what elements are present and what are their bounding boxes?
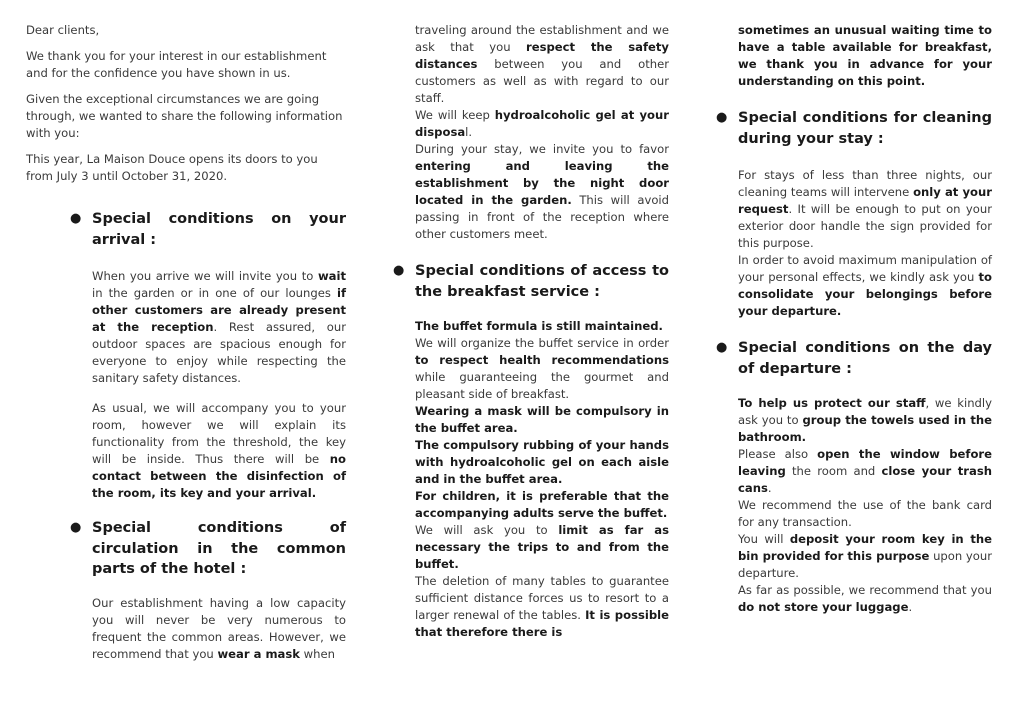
gel-paragraph: We will keep hydroalcoholic gel at your disposal.	[415, 108, 669, 139]
room-key-paragraph: You will deposit your room key in the bin provided for this purpose upon your departure.	[738, 532, 993, 580]
departure-section	[716, 338, 993, 616]
mask-paragraph: Wearing a mask will be compulsory in the buffet area.	[415, 404, 669, 435]
cleaning-paragraph-1: For stays of less than three nights, our cleaning teams will intervene only at your request. It will be enough to put on your exterior door handle the sign provided for this purpose.	[738, 168, 992, 250]
circulation-paragraph: Our establishment having a low capacity you will never be very numerous to frequent the common areas. However, we recommend that you wear a mask when	[92, 595, 346, 661]
towels-paragraph: To help us protect our staff, we kindly ask you to group the towels used in the bathroom.	[738, 396, 992, 444]
tables-paragraph: The deletion of many tables to guarantee sufficient distance forces us to resort to a larger renewal of the tables. It is possible that therefore there is	[415, 574, 669, 639]
circulation-section	[70, 518, 346, 663]
trips-paragraph: We will ask you to limit as far as necessary the trips to and from the buffet.	[415, 523, 670, 571]
arrival-heading: ● Special conditions on your arrival :	[70, 211, 346, 248]
intro-section	[26, 22, 346, 185]
organize-paragraph: We will organize the buffet service in order to respect health recommendations while guaranteeing the gourmet and pleasant side of breakfast.	[415, 336, 669, 401]
window-paragraph: Please also open the window before leaving the room and close your trash cans.	[738, 447, 992, 495]
luggage-paragraph: As far as possible, we recommend that you do not store your luggage.	[738, 583, 992, 614]
children-paragraph: For children, it is preferable that the accompanying adults serve the buffet.	[415, 489, 669, 520]
cleaning-paragraph-2: In order to avoid maximum manipulation of your personal effects, we kindly ask you to consolidate your belongings before your departure.	[738, 253, 992, 318]
bullet-icon: ●	[393, 263, 405, 278]
buffet-maintained: The buffet formula is still maintained.	[415, 319, 663, 333]
departure-heading: ● Special conditions on the day of departure :	[716, 340, 992, 377]
bullet-icon: ●	[716, 110, 728, 125]
greeting: Dear clients,	[26, 23, 100, 37]
column-right	[716, 22, 993, 616]
breakfast-section	[393, 261, 670, 641]
cleaning-heading: ● Special conditions for cleaning during your stay :	[716, 110, 992, 147]
bullet-icon: ●	[70, 520, 82, 535]
column-left	[26, 22, 346, 663]
arrival-paragraph-1: When you arrive we will invite you to wait in the garden or in one of our lounges if other customers are already present at the reception. Rest assured, our outdoor spaces are spacious enough for everyone to enjoy while respecting the sanitary safety distances.	[92, 269, 346, 385]
arrival-section	[70, 209, 346, 502]
arrival-paragraph-2: As usual, we will accompany you to your room, however we will explain its functionality from the threshold, the key will be inside. Thus there will be no contact between the disinfection of the room, its key and your arrival.	[92, 401, 346, 500]
bullet-icon: ●	[716, 340, 728, 355]
night-door-paragraph: During your stay, we invite you to favor entering and leaving the establishment by the night door located in the garden. This will avoid passing in front of the reception where other customers meet.	[415, 142, 669, 241]
waiting-continued: sometimes an unusual waiting time to have a table available for breakfast, we thank you in advance for your understanding on this point.	[738, 23, 992, 88]
circulation-heading: ● Special conditions of circulation in the common parts of the hotel :	[70, 520, 346, 577]
bank-card-paragraph: We recommend the use of the bank card for any transaction.	[738, 498, 992, 529]
circumstances-paragraph: Given the exceptional circumstances we are going through, we wanted to share the following information with you:	[26, 92, 343, 140]
opening-dates-paragraph: This year, La Maison Douce opens its doors to you from July 3 until October 31, 2020.	[26, 152, 318, 183]
breakfast-heading: ● Special conditions of access to the breakfast service :	[393, 263, 669, 300]
column-middle	[393, 22, 670, 641]
bullet-icon: ●	[70, 211, 82, 226]
circulation-continued: traveling around the establishment and we ask that you respect the safety distances between you and other customers as well as with regard to our staff.	[415, 23, 669, 105]
rubbing-paragraph: The compulsory rubbing of your hands with hydroalcoholic gel on each aisle and in the buffet area.	[415, 438, 669, 486]
thanks-paragraph: We thank you for your interest in our establishment and for the confidence you have shown in us.	[26, 49, 327, 80]
cleaning-section	[716, 108, 992, 320]
